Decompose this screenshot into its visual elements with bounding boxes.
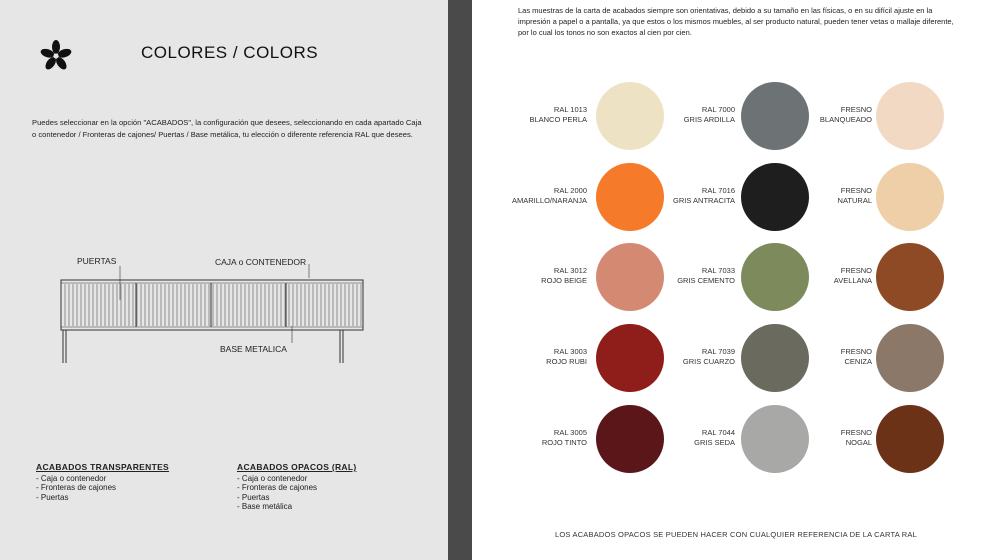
swatch-name: BLANQUEADO (819, 114, 872, 124)
swatch-code: FRESNO (840, 186, 872, 195)
color-swatch (876, 163, 944, 231)
swatch-label (640, 105, 735, 124)
swatch-code: RAL 7039 (701, 347, 735, 356)
swatch-label (640, 428, 735, 447)
list-item: - Fronteras de cajones (36, 483, 117, 492)
swatch-name: GRIS CUARZO (682, 356, 735, 366)
swatch-label (640, 266, 735, 285)
swatch-name: AVELLANA (833, 275, 872, 285)
swatch-label (492, 186, 587, 205)
swatch-label (640, 347, 735, 366)
swatch-name: CENIZA (844, 356, 872, 366)
swatch-label (492, 266, 587, 285)
swatch-code: RAL 7033 (701, 266, 735, 275)
swatch-name: GRIS ANTRACITA (673, 195, 735, 205)
swatch-code: RAL 7000 (701, 105, 735, 114)
page-title: COLORES / COLORS (141, 43, 319, 62)
label-base-metalica: BASE METALICA (220, 344, 287, 354)
swatch-code: RAL 1013 (553, 105, 587, 114)
disclaimer-note: Las muestras de la carta de acabados siempre son orientativas, debido a su tamaño en las físicas, o en su difícil ajuste en la impresión a papel o a pantalla, ya que estos o los mismos muebles, al ser producto natural, pueden tener vetas o mallaje diferente, por lo cual los tonos no son exactos al cien por cien. (518, 6, 954, 37)
color-swatch (876, 324, 944, 392)
list-item: - Puertas (237, 492, 270, 502)
swatch-code: RAL 3012 (553, 266, 587, 275)
color-swatch (876, 82, 944, 150)
swatch-code: FRESNO (840, 105, 872, 114)
swatch-label (777, 186, 872, 205)
intro-paragraph: Puedes seleccionar en la opción "ACABADOS", la configuración que desees, seleccionando en cada apartado Caja o contenedor / Fronteras de cajones/ Puertas / Base metálica, tu elección o diferente referencia RAL que desees. (32, 118, 422, 139)
swatch-code: FRESNO (840, 347, 872, 356)
swatch-label (777, 347, 872, 366)
color-swatch (876, 243, 944, 311)
swatch-code: RAL 2000 (553, 186, 587, 195)
page-spine (448, 0, 472, 560)
swatch-name: ROJO BEIGE (541, 275, 587, 285)
swatch-code: RAL 3003 (553, 347, 587, 356)
swatch-label (492, 428, 587, 447)
swatch-code: RAL 3005 (553, 428, 587, 437)
swatch-code: RAL 7044 (701, 428, 735, 437)
swatch-label (777, 266, 872, 285)
acabados-opacos-list (237, 463, 356, 512)
swatch-code: RAL 7016 (701, 186, 735, 195)
footer-note: LOS ACABADOS OPACOS SE PUEDEN HACER CON CUALQUIER REFERENCIA DE LA CARTA RAL (555, 530, 917, 539)
swatch-name: BLANCO PERLA (529, 114, 587, 124)
list-item: - Fronteras de cajones (237, 483, 318, 492)
swatch-code: FRESNO (840, 428, 872, 437)
swatch-code: FRESNO (840, 266, 872, 275)
swatch-label (492, 105, 587, 124)
swatch-label (492, 347, 587, 366)
swatch-name: GRIS SEDA (694, 437, 735, 447)
list-item: - Caja o contenedor (36, 473, 107, 483)
flower-logo-icon (40, 40, 72, 72)
list-item: - Base metálica (237, 502, 293, 511)
swatch-name: NATURAL (837, 195, 872, 205)
swatch-name: AMARILLO/NARANJA (511, 195, 587, 205)
swatch-name: GRIS ARDILLA (683, 114, 735, 124)
label-puertas: PUERTAS (77, 256, 117, 266)
swatch-name: GRIS CEMENTO (677, 275, 735, 285)
swatch-name: NOGAL (845, 437, 872, 447)
list-item: - Puertas (36, 492, 69, 502)
swatch-label (640, 186, 735, 205)
swatch-label (777, 428, 872, 447)
acabados-transparentes-heading: ACABADOS TRANSPARENTES (36, 462, 170, 472)
label-caja-contenedor: CAJA o CONTENEDOR (215, 257, 307, 267)
swatch-label (777, 105, 872, 124)
swatch-name: ROJO TINTO (541, 437, 587, 447)
swatch-name: ROJO RUBI (546, 356, 587, 366)
color-swatch (876, 405, 944, 473)
list-item: - Caja o contenedor (237, 473, 308, 483)
acabados-transparentes-list (36, 463, 169, 502)
acabados-opacos-heading: ACABADOS OPACOS (RAL) (237, 462, 357, 472)
